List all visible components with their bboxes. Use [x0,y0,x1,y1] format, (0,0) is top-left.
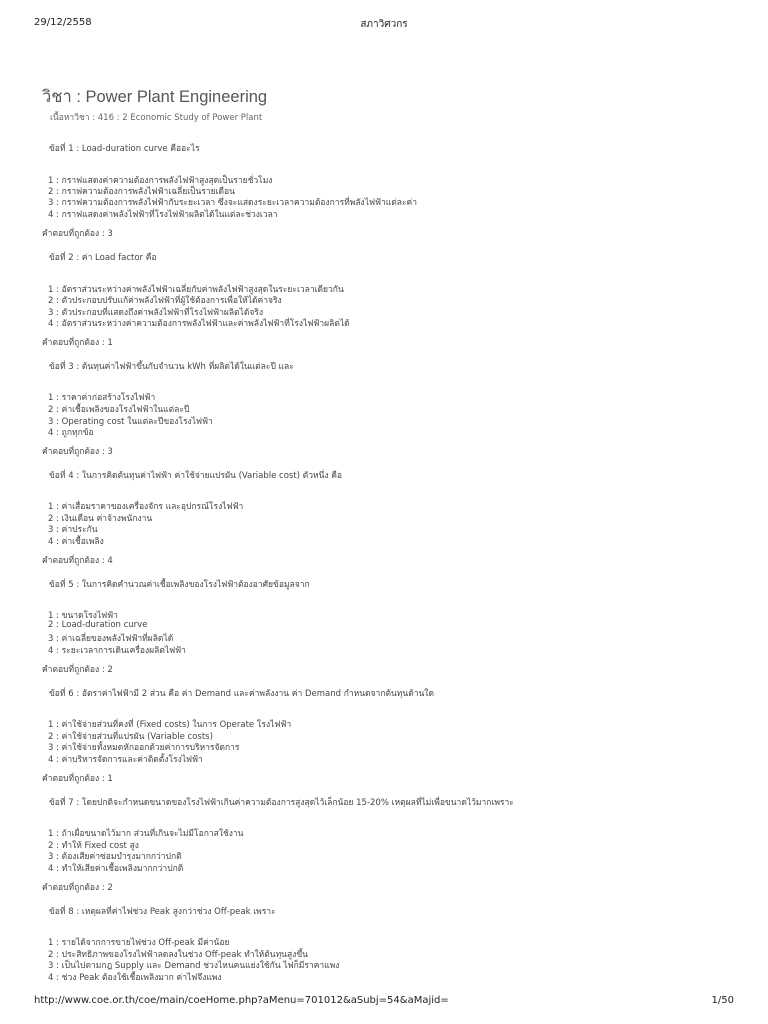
choice-item: 3 : ต้องเสียค่าซ่อมบำรุงมากกว่าปกติ [48,852,182,862]
choice-item: 4 : ถูกทุกข้อ [48,428,94,438]
page-number: 1/50 [711,995,734,1006]
answer-text: คำตอบที่ถูกต้อง : 3 [42,447,113,457]
answer-text: คำตอบที่ถูกต้อง : 2 [42,665,113,675]
answer-text: คำตอบที่ถูกต้อง : 2 [42,883,113,893]
content-topic: เนื้อหาวิชา : 416 : 2 Economic Study of Power Plant [50,113,263,123]
choice-item: 4 : ช่วง Peak ต้องใช้เชื้อเพลิงมาก ค่าไฟจึงแพง [48,973,222,983]
choice-item: 2 : ค่าใช้จ่ายส่วนที่แปรผัน (Variable costs) [48,732,213,742]
choice-item: 2 : ทำให้ Fixed cost สูง [48,841,139,851]
question-title: ข้อที่ 3 : ต้นทุนค่าไฟฟ้าขึ้นกับจำนวน kWh ที่ผลิตได้ในแต่ละปี และ [49,362,294,372]
choice-item: 4 : ระยะเวลาการเดินเครื่องผลิตไฟฟ้า [48,646,186,656]
choice-item: 4 : ทำให้เสียค่าเชื้อเพลิงมากกว่าปกติ [48,864,184,874]
choice-item: 1 : ขนาดโรงไฟฟ้า [48,611,118,621]
question-title: ข้อที่ 1 : Load-duration curve คืออะไร [49,144,200,154]
choice-item: 3 : ตัวประกอบที่แสดงถึงค่าพลังไฟฟ้าที่โรงไฟฟ้าผลิตได้จริง [48,308,264,318]
answer-text: คำตอบที่ถูกต้อง : 3 [42,229,113,239]
choice-item: 1 : กราฟแสดงค่าความต้องการพลังไฟฟ้าสูงสุดเป็นรายชั่วโมง [48,176,273,186]
choice-item: 2 : ค่าเชื้อเพลิงของโรงไฟฟ้าในแต่ละปี [48,405,190,415]
question-title: ข้อที่ 6 : อัตราค่าไฟฟ้ามี 2 ส่วน คือ ค่า Demand และค่าพลังงาน ค่า Demand กำหนดจากต้นทุนด้านใด [49,689,434,699]
page-url: http://www.coe.or.th/coe/main/coeHome.php?aMenu=701012&aSubj=54&aMajid= [34,995,449,1006]
choice-item: 3 : ค่าเฉลี่ยของพลังไฟฟ้าที่ผลิตได้ [48,634,174,644]
choice-item: 4 : ค่าเชื้อเพลิง [48,537,104,547]
answer-text: คำตอบที่ถูกต้อง : 1 [42,774,113,784]
choice-item: 2 : ประสิทธิภาพของโรงไฟฟ้าลดลงในช่วง Off-peak ทำให้ต้นทุนสูงขึ้น [48,950,308,960]
choice-item: 2 : เงินเดือน ค่าจ้างพนักงาน [48,514,153,524]
choice-item: 2 : ตัวประกอบปรับแก้ค่าพลังไฟฟ้าที่ผู้ใช้ต้องการเพื่อให้ได้ค่าจริง [48,296,282,306]
answer-text: คำตอบที่ถูกต้อง : 1 [42,338,113,348]
question-title: ข้อที่ 8 : เหตุผลที่ค่าไฟช่วง Peak สูงกว่าช่วง Off-peak เพราะ [49,907,276,917]
subject-title: วิชา : Power Plant Engineering [42,88,268,106]
choice-item: 1 : ราคาค่าก่อสร้างโรงไฟฟ้า [48,393,156,403]
choice-item: 1 : รายได้จากการขายไฟช่วง Off-peak มีค่าน้อย [48,938,230,948]
choice-item: 2 : กราฟความต้องการพลังไฟฟ้าเฉลี่ยเป็นรายเดือน [48,187,235,197]
choice-item: 4 : อัตราส่วนระหว่างค่าความต้องการพลังไฟฟ้าและค่าพลังไฟฟ้าที่โรงไฟฟ้าผลิตได้ [48,319,350,329]
choice-item: 1 : ค่าใช้จ่ายส่วนที่คงที่ (Fixed costs) ในการ Operate โรงไฟฟ้า [48,720,292,730]
choice-item: 2 : Load-duration curve [48,620,148,630]
choice-item: 1 : ถ้าเผื่อขนาดไว้มาก ส่วนที่เกินจะไม่มีโอกาสใช้งาน [48,829,244,839]
choice-item: 3 : ค่าใช้จ่ายทั้งหมดหักออกด้วยค่าการบริหารจัดการ [48,743,240,753]
choice-item: 4 : ค่าบริหารจัดการและค่าติดตั้งโรงไฟฟ้า [48,755,203,765]
question-title: ข้อที่ 7 : โดยปกติจะกำหนดขนาดของโรงไฟฟ้าเกินค่าความต้องการสูงสุดไว้เล็กน้อย 15-20% เหตุผลที่ไม่เพื่อขนาดไว้มากเพราะ [49,798,514,808]
print-date: 29/12/2558 [34,17,92,28]
choice-item: 3 : เป็นไปตามกฎ Supply และ Demand ช่วงไหนคนแย่งใช้กัน ไฟก็มีราคาแพง [48,961,340,971]
choice-item: 1 : อัตราส่วนระหว่างค่าพลังไฟฟ้าเฉลี่ยกับค่าพลังไฟฟ้าสูงสุดในระยะเวลาเดียวกัน [48,285,344,295]
choice-item: 1 : ค่าเสื่อมราคาของเครื่องจักร และอุปกรณ์โรงไฟฟ้า [48,502,244,512]
site-title: สภาวิศวกร [360,19,408,30]
answer-text: คำตอบที่ถูกต้อง : 4 [42,556,113,566]
choice-item: 4 : กราฟแสดงค่าพลังไฟฟ้าที่โรงไฟฟ้าผลิตได้ในแต่ละช่วงเวลา [48,210,278,220]
choice-item: 3 : กราฟความต้องการพลังไฟฟ้ากับระยะเวลา ซึ่งจะแสดงระยะเวลาความต้องการที่พลังไฟฟ้าแต่ละค่า [48,198,418,208]
choice-item: 3 : Operating cost ในแต่ละปีของโรงไฟฟ้า [48,417,213,427]
question-title: ข้อที่ 5 : ในการคิดคำนวณค่าเชื้อเพลิงของโรงไฟฟ้าต้องอาศัยข้อมูลจาก [49,580,310,590]
question-title: ข้อที่ 4 : ในการคิดต้นทุนค่าไฟฟ้า ค่าใช้จ่ายแปรผัน (Variable cost) ตัวหนึ่ง คือ [49,471,343,481]
choice-item: 3 : ค่าประกัน [48,525,98,535]
question-title: ข้อที่ 2 : ค่า Load factor คือ [49,253,157,263]
